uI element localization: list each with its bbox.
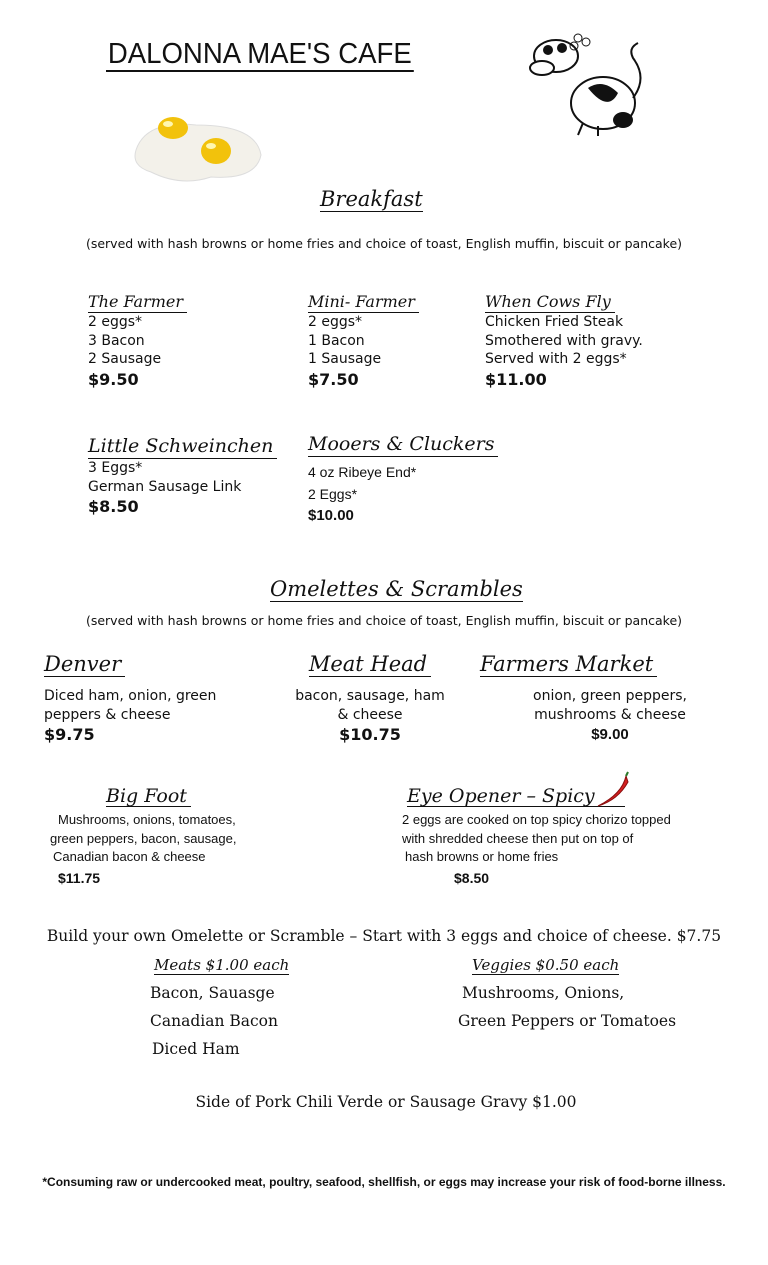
item-line: Diced ham, onion, green xyxy=(44,688,217,704)
veggie-option: Mushrooms, Onions, xyxy=(462,984,625,1002)
item-line: 4 oz Ribeye End* xyxy=(308,464,417,480)
item-name: The Farmer xyxy=(88,292,187,313)
item-line: with shredded cheese then put on top of xyxy=(402,830,634,846)
menu-item-mooers-cluckers xyxy=(308,432,498,527)
item-price: $8.50 xyxy=(88,497,139,516)
food-safety-disclaimer: *Consuming raw or undercooked meat, poultry, seafood, shellfish, or eggs may increase your risk of food-borne illness. xyxy=(42,1175,726,1189)
item-line: Canadian bacon & cheese xyxy=(53,849,206,864)
item-name: Mini- Farmer xyxy=(308,292,419,313)
item-name: Mooers & Cluckers xyxy=(308,432,498,457)
chili-pepper-icon xyxy=(592,770,632,810)
build-your-own: Build your own Omelette or Scramble – Start with 3 eggs and choice of cheese. $7.75 xyxy=(46,927,722,945)
item-line: peppers & cheese xyxy=(44,706,171,723)
omelettes-note: (served with hash browns or home fries and choice of toast, English muffin, biscuit or pancake) xyxy=(85,613,683,628)
item-name: Denver xyxy=(44,652,125,677)
item-line: 3 Eggs* xyxy=(88,460,143,476)
menu-item-denver xyxy=(44,652,216,746)
meat-option: Bacon, Sauasge xyxy=(150,984,275,1002)
item-price: $7.50 xyxy=(308,369,359,389)
item-line: Mushrooms, onions, tomatoes, xyxy=(58,812,236,827)
item-line: Smothered with gravy. xyxy=(485,332,643,349)
item-name: When Cows Fly xyxy=(485,292,615,313)
item-line: German Sausage Link xyxy=(88,478,242,495)
item-name: Meat Head xyxy=(309,652,431,677)
item-line: 2 eggs are cooked on top spicy chorizo topped xyxy=(402,812,671,827)
item-price: $8.50 xyxy=(454,869,490,886)
menu-item-when-cows-fly xyxy=(485,292,643,391)
item-line: 2 eggs* xyxy=(88,314,143,330)
item-line: mushrooms & cheese xyxy=(534,706,686,723)
veggie-option: Green Peppers or Tomatoes xyxy=(458,1012,677,1030)
menu-item-the-farmer xyxy=(88,292,187,391)
menu-item-big-foot xyxy=(50,786,236,889)
item-price: $11.00 xyxy=(485,369,547,389)
menu-item-farmers-market xyxy=(480,652,720,746)
breakfast-heading: Breakfast xyxy=(320,187,423,211)
item-price: $10.75 xyxy=(339,725,401,744)
item-price: $9.75 xyxy=(44,725,95,744)
item-line: bacon, sausage, ham xyxy=(295,688,445,704)
item-line: 1 Sausage xyxy=(308,351,382,367)
meat-option: Canadian Bacon xyxy=(150,1012,278,1030)
item-line: & cheese xyxy=(337,706,403,723)
menu-item-meat-head xyxy=(275,652,465,746)
item-line: Chicken Fried Steak xyxy=(485,314,624,330)
item-line: green peppers, bacon, sausage, xyxy=(50,830,237,846)
menu-item-mini-farmer xyxy=(308,292,419,391)
item-name: Eye Opener – Spicy xyxy=(407,786,625,807)
item-price: $10.00 xyxy=(308,507,354,524)
breakfast-note: (served with hash browns or home fries and choice of toast, English muffin, biscuit or pancake) xyxy=(85,236,683,251)
menu-item-little-schweinchen xyxy=(88,434,277,518)
item-name: Big Foot xyxy=(106,786,191,807)
meat-option: Diced Ham xyxy=(152,1040,240,1058)
item-line: 3 Bacon xyxy=(88,332,145,349)
fried-eggs-icon xyxy=(128,110,268,190)
omelettes-heading: Omelettes & Scrambles xyxy=(270,577,523,601)
cafe-title: DALONNA MAE'S CAFE xyxy=(107,38,412,70)
item-price: $9.50 xyxy=(88,369,139,389)
item-line: onion, green peppers, xyxy=(533,688,687,704)
item-line: 2 Sausage xyxy=(88,351,162,367)
item-name: Little Schweinchen xyxy=(88,434,277,459)
veggies-heading: Veggies $0.50 each xyxy=(472,956,620,974)
item-line: 1 Bacon xyxy=(308,332,365,349)
item-price: $9.00 xyxy=(591,726,629,743)
side-option: Side of Pork Chili Verde or Sausage Gravy $1.00 xyxy=(195,1093,577,1111)
item-line: Served with 2 eggs* xyxy=(485,351,627,367)
item-line: hash browns or home fries xyxy=(405,849,559,864)
item-line: 2 Eggs* xyxy=(308,486,358,502)
item-price: $11.75 xyxy=(58,869,101,886)
meats-heading: Meats $1.00 each xyxy=(154,956,290,974)
cow-illustration-icon xyxy=(528,28,658,138)
item-name: Farmers Market xyxy=(480,652,657,677)
item-line: 2 eggs* xyxy=(308,314,363,330)
